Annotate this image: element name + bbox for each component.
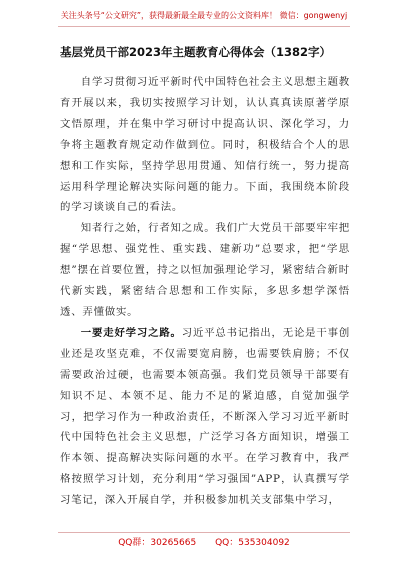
paragraph-text: 知者行之始，行者知之成。我们广大党员干部要牢牢把握“学思想、强党性、重实践、建新功”总要求，把“学思想”摆在首要位置，持之以恒加强理论学习，紧密结合新时代新实践，紧密结合思想和工作实际，多思多想学深悟透、弄懂做实。 [60, 222, 350, 318]
paragraph-text: 习近平总书记指出，无论是干事创业还是攻坚克难，不仅需要宽肩膀，也需要铁肩膀；不仅需要政治过硬，也需要本领高强。我们党员领导干部要有知识不足、本领不足、能力不足的紧迫感，自觉加强学习，把学习作为一种政治责任，不断深入学习习近平新时代中国特色社会主义思想，广泛学习各方面知识，增强工作本领、提高解决实际问题的水平。在学习教育中，我严格按照学习计划，充分利用“学习强国”APP，认真撰写学习笔记，深入开展自学，并积极参加机关支部集中学习， [60, 326, 351, 507]
footer-divider [58, 532, 350, 533]
paragraph-text: 自学习贯彻习近平新时代中国特色社会主义思想主题教育开展以来，我切实按照学习计划，认认真真读原著学原文悟原理，并在集中学习研讨中提高认识、深化学习，力争将主题教育规定动作做到位。同时，积极结合个人的思想和工作实际，坚持学思用贯通、知信行统一，努力提高运用科学理论解决实际问题的能力。下面，我围绕本阶段的学习谈谈自己的看法。 [60, 76, 350, 214]
footer-qq-group: QQ群：30265665 [118, 538, 197, 548]
header-banner: 关注头条号“公文研究”，获得最新最全最专业的公文资料库！ 微信：gongwenyj [60, 11, 348, 20]
document-body [60, 72, 350, 511]
header-divider [58, 26, 350, 27]
paragraph-lead: 一要走好学习之路。 [80, 326, 182, 339]
document-title: 基层党员干部2023年主题教育心得体会（1382字） [60, 45, 332, 59]
paragraph [60, 323, 350, 511]
paragraph [60, 72, 350, 218]
paragraph [60, 218, 350, 323]
footer-contact [0, 536, 408, 550]
footer-qq: QQ：535304092 [215, 538, 290, 548]
